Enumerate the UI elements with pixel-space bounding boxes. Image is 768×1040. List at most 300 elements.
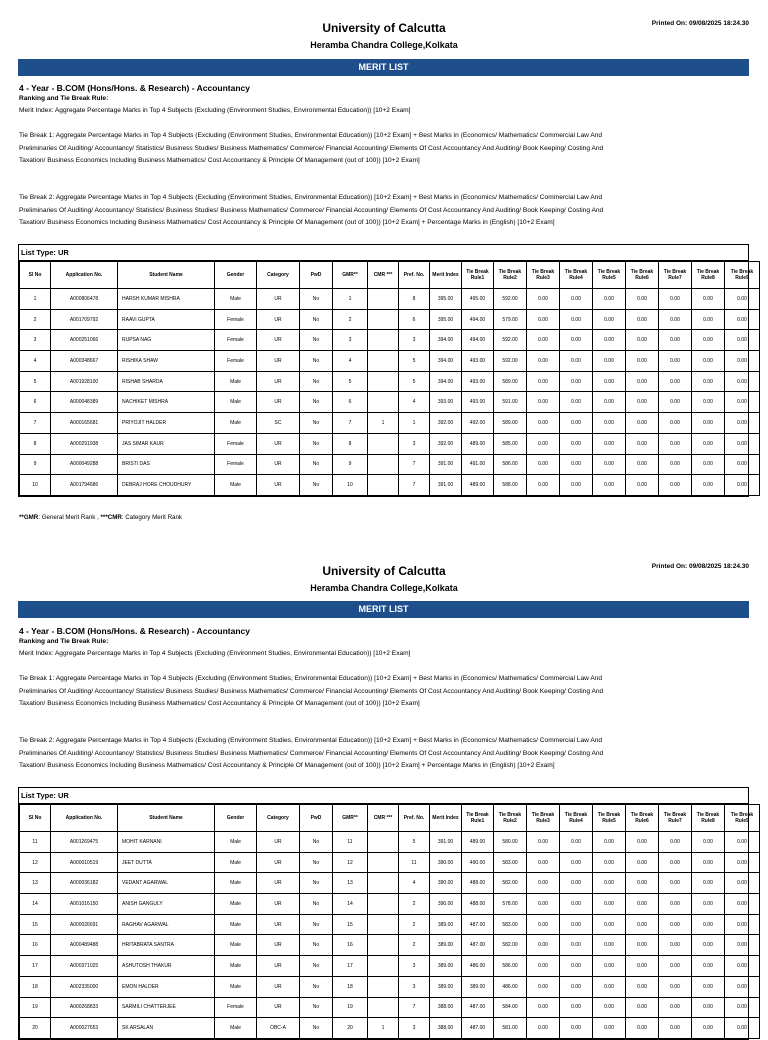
table-cell: A000165681: [51, 413, 118, 434]
table-cell: DEBRAJ HORE CHOUDHURY: [118, 475, 215, 496]
table-cell: 492.00: [462, 413, 494, 434]
table-cell: 0.00: [692, 997, 725, 1018]
table-row: [20, 475, 760, 496]
table-cell: 12: [20, 852, 51, 873]
table-cell: 0.00: [692, 351, 725, 372]
table-cell: 389.00: [462, 976, 494, 997]
table-cell: 489.00: [462, 433, 494, 454]
rules-heading: Ranking and Tie Break Rule:: [19, 95, 109, 102]
table-cell: Male: [215, 956, 257, 977]
table-cell: ASHUTOSH THAKUR: [118, 956, 215, 977]
table-cell: 0.00: [593, 1018, 626, 1039]
table-cell: 0.00: [692, 832, 725, 853]
table-cell: 488.00: [462, 894, 494, 915]
table-cell: 18: [333, 976, 368, 997]
table-cell: 0.00: [725, 956, 760, 977]
table-cell: 0.00: [560, 454, 593, 475]
table-cell: 0.00: [725, 873, 760, 894]
table-cell: 392.00: [430, 413, 462, 434]
table-cell: 4: [399, 392, 430, 413]
table-cell: 392.00: [430, 433, 462, 454]
table-cell: [368, 894, 399, 915]
table-cell: No: [300, 832, 333, 853]
table-cell: 2: [399, 935, 430, 956]
table-cell: 0.00: [626, 454, 659, 475]
table-cell: 0.00: [560, 309, 593, 330]
table-cell: 487.00: [462, 935, 494, 956]
table-cell: 0.00: [593, 371, 626, 392]
table-row: [20, 873, 760, 894]
table-cell: 389.00: [430, 956, 462, 977]
table-cell: 486.00: [462, 956, 494, 977]
table-cell: 0.00: [659, 413, 692, 434]
table-cell: 0.00: [560, 433, 593, 454]
table-cell: HRITABRATA SANTRA: [118, 935, 215, 956]
table-cell: 0.00: [692, 873, 725, 894]
college-name: Heramba Chandra College,Kolkata: [310, 583, 458, 593]
table-cell: Female: [215, 351, 257, 372]
table-cell: 0.00: [725, 914, 760, 935]
table-cell: 0.00: [725, 935, 760, 956]
table-cell: 0.00: [725, 433, 760, 454]
table-cell: A001709792: [51, 309, 118, 330]
table-cell: 0.00: [725, 289, 760, 310]
table-cell: 0.00: [560, 832, 593, 853]
table-cell: NACHIKET MISHRA: [118, 392, 215, 413]
table-cell: 0.00: [626, 1018, 659, 1039]
table-cell: VEDANT AGARWAL: [118, 873, 215, 894]
table-cell: 394.00: [430, 371, 462, 392]
table-cell: No: [300, 935, 333, 956]
table-cell: A000371025: [51, 956, 118, 977]
merit-table: [19, 261, 760, 496]
table-cell: 0.00: [692, 894, 725, 915]
table-cell: 11: [333, 832, 368, 853]
table-cell: 0.00: [725, 330, 760, 351]
table-cell: 0.00: [659, 914, 692, 935]
table-cell: 395.00: [430, 309, 462, 330]
table-cell: UR: [257, 475, 300, 496]
table-row: [20, 1018, 760, 1039]
table-cell: No: [300, 914, 333, 935]
table-cell: HARSH KUMAR MISHRA: [118, 289, 215, 310]
tie-break-1-rule: Tie Break 1: Aggregate Percentage Marks in Top 4 Subjects (Excluding (Environment Studies, Environmental Education)) [10+2 Exam] + Best Marks in (Economics/ Mathematics/ Commercial Law And Preliminaries Of Auditing/ Accountancy/ Statistics/ Business Studies/ Business Mathematics/ Commerce/ Financial Accounting/ Elements Of Cost Accountancy And Auditing/ Book Keeping/ Costing And Taxation/ Business Economics Including Business Mathematics/ Cost Accountancy & Principle Of Management (out of 100)) [10+2 Exam]: [19, 132, 604, 164]
table-cell: 0.00: [626, 832, 659, 853]
table-cell: 0.00: [659, 935, 692, 956]
printed-on: Printed On: 09/08/2025 18:24.30: [651, 563, 749, 570]
table-cell: 0.00: [527, 413, 560, 434]
table-cell: Male: [215, 371, 257, 392]
table-cell: 18: [20, 976, 51, 997]
table-cell: 0.00: [527, 976, 560, 997]
column-header: Tie Break Rule9: [725, 805, 760, 832]
table-cell: 394.00: [430, 330, 462, 351]
table-cell: 490.00: [462, 852, 494, 873]
table-row: [20, 330, 760, 351]
table-cell: 389.00: [430, 914, 462, 935]
table-cell: 0.00: [659, 392, 692, 413]
column-header: Tie Break Rule1: [462, 262, 494, 289]
table-cell: [368, 873, 399, 894]
table-cell: 0.00: [626, 392, 659, 413]
table-cell: 0.00: [560, 475, 593, 496]
table-cell: 0.00: [593, 997, 626, 1018]
table-cell: UR: [257, 894, 300, 915]
table-row: [20, 413, 760, 434]
merit-table-container: [18, 244, 754, 497]
table-cell: 17: [333, 956, 368, 977]
table-cell: 3: [399, 976, 430, 997]
table-cell: 12: [333, 852, 368, 873]
table-cell: 0.00: [527, 351, 560, 372]
table-cell: A000026691: [51, 914, 118, 935]
table-cell: 588.00: [494, 475, 527, 496]
table-cell: 13: [333, 873, 368, 894]
table-cell: 0.00: [527, 454, 560, 475]
table-cell: 389.00: [430, 976, 462, 997]
table-cell: 0.00: [527, 914, 560, 935]
table-cell: [368, 997, 399, 1018]
table-cell: Male: [215, 392, 257, 413]
table-cell: 0.00: [593, 873, 626, 894]
table-cell: RISHIKA SHAW: [118, 351, 215, 372]
table-cell: A000027653: [51, 1018, 118, 1039]
table-cell: [368, 351, 399, 372]
table-cell: 592.00: [494, 330, 527, 351]
table-cell: 0.00: [659, 852, 692, 873]
table-cell: 493.00: [462, 371, 494, 392]
table-row: [20, 894, 760, 915]
table-cell: 0.00: [659, 956, 692, 977]
table-cell: 0.00: [527, 956, 560, 977]
table-cell: A000268833: [51, 997, 118, 1018]
tie-break-2-rule: Tie Break 2: Aggregate Percentage Marks in Top 4 Subjects (Excluding (Environment Studies, Environmental Education)) [10+2 Exam] + Best Marks in (Economics/ Mathematics/ Commercial Law And Preliminaries Of Auditing/ Accountancy/ Statistics/ Business Studies/ Business Mathematics/ Commerce/ Financial Accounting/ Elements Of Cost Accountancy And Auditing/ Book Keeping/ Costing And Taxation/ Business Economics Including Business Mathematics/ Cost Accountancy & Principle Of Management (out of 100)) [10+2 Exam] + Percentage Marks in (English) [10+2 Exam]: [19, 194, 604, 226]
table-cell: 3: [20, 330, 51, 351]
column-header: Pref. No.: [399, 805, 430, 832]
table-header-row: [20, 262, 760, 289]
table-row: [20, 832, 760, 853]
table-cell: Female: [215, 330, 257, 351]
table-cell: Male: [215, 935, 257, 956]
table-cell: 0.00: [527, 873, 560, 894]
table-cell: 0.00: [560, 351, 593, 372]
table-cell: 0.00: [593, 330, 626, 351]
table-cell: 2: [333, 309, 368, 330]
table-cell: 0.00: [725, 852, 760, 873]
table-cell: 390.00: [430, 894, 462, 915]
university-name: University of Calcutta: [322, 564, 446, 578]
table-cell: No: [300, 309, 333, 330]
table-cell: 583.00: [494, 914, 527, 935]
table-cell: PRIYOJIT HALDER: [118, 413, 215, 434]
university-name: University of Calcutta: [322, 21, 446, 35]
table-cell: 493.00: [462, 392, 494, 413]
table-cell: No: [300, 976, 333, 997]
table-cell: 0.00: [593, 852, 626, 873]
table-cell: 0.00: [593, 976, 626, 997]
table-cell: No: [300, 351, 333, 372]
column-header: Tie Break Rule3: [527, 262, 560, 289]
table-cell: 0.00: [725, 371, 760, 392]
table-cell: [368, 371, 399, 392]
table-cell: 0.00: [593, 289, 626, 310]
table-cell: 0.00: [626, 351, 659, 372]
merit-table-container: [18, 787, 754, 1040]
table-cell: 4: [20, 351, 51, 372]
table-cell: 591.00: [494, 392, 527, 413]
table-cell: 0.00: [560, 976, 593, 997]
table-cell: 0.00: [560, 330, 593, 351]
table-cell: 9: [333, 454, 368, 475]
table-cell: 0.00: [626, 935, 659, 956]
table-cell: 0.00: [593, 433, 626, 454]
table-cell: 1: [368, 413, 399, 434]
table-cell: Male: [215, 873, 257, 894]
table-cell: 8: [20, 433, 51, 454]
table-cell: 585.00: [494, 433, 527, 454]
table-cell: 391.00: [430, 832, 462, 853]
column-header: Tie Break Rule6: [626, 805, 659, 832]
table-cell: 0.00: [527, 997, 560, 1018]
table-cell: 495.00: [462, 289, 494, 310]
table-cell: 0.00: [626, 433, 659, 454]
table-cell: 0.00: [593, 475, 626, 496]
table-cell: 0.00: [560, 289, 593, 310]
table-cell: 15: [20, 914, 51, 935]
table-cell: 16: [333, 935, 368, 956]
column-header: PwD: [300, 262, 333, 289]
table-cell: A000291938: [51, 433, 118, 454]
table-cell: 7: [399, 475, 430, 496]
table-cell: 0.00: [659, 433, 692, 454]
table-row: [20, 289, 760, 310]
table-cell: 11: [399, 852, 430, 873]
table-cell: UR: [257, 392, 300, 413]
table-cell: 489.00: [462, 832, 494, 853]
table-cell: Male: [215, 976, 257, 997]
table-cell: 586.00: [494, 956, 527, 977]
table-cell: 19: [333, 997, 368, 1018]
table-cell: 1: [333, 289, 368, 310]
column-header: Tie Break Rule2: [494, 805, 527, 832]
table-cell: 0.00: [692, 1018, 725, 1039]
table-cell: 5: [333, 371, 368, 392]
table-cell: 0.00: [725, 976, 760, 997]
table-cell: 0.00: [593, 832, 626, 853]
table-cell: UR: [257, 832, 300, 853]
table-cell: 0.00: [725, 392, 760, 413]
table-cell: 393.00: [430, 392, 462, 413]
table-cell: 494.00: [462, 330, 494, 351]
table-cell: 586.00: [494, 454, 527, 475]
table-cell: 5: [399, 351, 430, 372]
table-cell: 9: [20, 454, 51, 475]
table-cell: 0.00: [593, 956, 626, 977]
table-cell: 20: [333, 1018, 368, 1039]
table-cell: 488.00: [462, 873, 494, 894]
table-cell: 0.00: [560, 392, 593, 413]
column-header: Tie Break Rule7: [659, 262, 692, 289]
table-cell: UR: [257, 914, 300, 935]
table-cell: 0.00: [659, 873, 692, 894]
table-cell: UR: [257, 956, 300, 977]
column-header: Gender: [215, 805, 257, 832]
table-row: [20, 351, 760, 372]
table-cell: 578.00: [494, 894, 527, 915]
table-cell: EMON HALDER: [118, 976, 215, 997]
table-cell: 487.00: [462, 1018, 494, 1039]
table-cell: 5: [399, 832, 430, 853]
table-cell: A000489488: [51, 935, 118, 956]
table-cell: [368, 454, 399, 475]
table-cell: A000251066: [51, 330, 118, 351]
table-cell: 0.00: [626, 475, 659, 496]
table-cell: 0.00: [692, 852, 725, 873]
table-cell: 0.00: [626, 330, 659, 351]
table-cell: 0.00: [593, 392, 626, 413]
table-cell: 0.00: [725, 1018, 760, 1039]
table-cell: 7: [333, 413, 368, 434]
table-cell: 583.00: [494, 852, 527, 873]
table-cell: 0.00: [692, 956, 725, 977]
table-cell: 0.00: [593, 894, 626, 915]
footnote: [19, 514, 182, 521]
table-cell: 487.00: [462, 914, 494, 935]
table-cell: 1: [368, 1018, 399, 1039]
table-cell: 3: [399, 330, 430, 351]
table-cell: Male: [215, 914, 257, 935]
table-cell: 0.00: [560, 894, 593, 915]
tie-break-1-rule: Tie Break 1: Aggregate Percentage Marks in Top 4 Subjects (Excluding (Environment Studies, Environmental Education)) [10+2 Exam] + Best Marks in (Economics/ Mathematics/ Commercial Law And Preliminaries Of Auditing/ Accountancy/ Statistics/ Business Studies/ Business Mathematics/ Commerce/ Financial Accounting/ Elements Of Cost Accountancy And Auditing/ Book Keeping/ Costing And Taxation/ Business Economics Including Business Mathematics/ Cost Accountancy & Principle Of Management (out of 100)) [10+2 Exam]: [19, 675, 604, 707]
table-cell: 16: [20, 935, 51, 956]
table-cell: [368, 852, 399, 873]
table-cell: 0.00: [527, 309, 560, 330]
table-cell: 0.00: [593, 351, 626, 372]
table-cell: 0.00: [659, 894, 692, 915]
table-cell: Male: [215, 413, 257, 434]
table-cell: 0.00: [692, 935, 725, 956]
table-cell: 391.00: [430, 475, 462, 496]
table-cell: 0.00: [527, 832, 560, 853]
table-cell: 0.00: [725, 413, 760, 434]
table-cell: UR: [257, 873, 300, 894]
column-header: Pref. No.: [399, 262, 430, 289]
table-cell: [368, 392, 399, 413]
table-cell: RAGHAV AGARWAL: [118, 914, 215, 935]
table-cell: 581.00: [494, 1018, 527, 1039]
table-cell: A000049288: [51, 454, 118, 475]
table-cell: 0.00: [692, 454, 725, 475]
table-cell: 0.00: [626, 976, 659, 997]
table-cell: 1: [399, 413, 430, 434]
table-cell: A001794686: [51, 475, 118, 496]
table-cell: A002335000: [51, 976, 118, 997]
table-cell: UR: [257, 997, 300, 1018]
column-header: Application No.: [51, 262, 118, 289]
table-cell: No: [300, 454, 333, 475]
column-header: Tie Break Rule8: [692, 262, 725, 289]
table-row: [20, 371, 760, 392]
table-cell: 15: [333, 914, 368, 935]
table-cell: 3: [399, 433, 430, 454]
column-header: Tie Break Rule3: [527, 805, 560, 832]
table-cell: RISHAB SHARDA: [118, 371, 215, 392]
table-cell: 0.00: [593, 454, 626, 475]
table-cell: 0.00: [725, 351, 760, 372]
column-header: GMR**: [333, 805, 368, 832]
table-cell: 0.00: [560, 413, 593, 434]
table-cell: 0.00: [527, 392, 560, 413]
table-cell: UR: [257, 289, 300, 310]
table-cell: 0.00: [692, 976, 725, 997]
table-cell: 7: [20, 413, 51, 434]
table-cell: Female: [215, 997, 257, 1018]
table-cell: Male: [215, 475, 257, 496]
column-header: Sl No: [20, 262, 51, 289]
list-type: List Type: UR: [19, 245, 748, 261]
table-cell: 20: [20, 1018, 51, 1039]
table-cell: 0.00: [527, 475, 560, 496]
table-cell: 19: [20, 997, 51, 1018]
column-header: Tie Break Rule2: [494, 262, 527, 289]
column-header: Tie Break Rule8: [692, 805, 725, 832]
column-header: Merit Index: [430, 805, 462, 832]
table-cell: 0.00: [659, 1018, 692, 1039]
table-cell: 394.00: [430, 351, 462, 372]
table-cell: No: [300, 433, 333, 454]
table-cell: 0.00: [725, 997, 760, 1018]
gmr-abbr: **GMR: [19, 514, 39, 521]
table-cell: 0.00: [560, 852, 593, 873]
table-row: [20, 956, 760, 977]
column-header: Student Name: [118, 262, 215, 289]
table-cell: 0.00: [560, 1018, 593, 1039]
table-cell: 1: [20, 289, 51, 310]
table-cell: No: [300, 1018, 333, 1039]
table-cell: 2: [399, 914, 430, 935]
table-cell: 0.00: [626, 894, 659, 915]
rules-heading: Ranking and Tie Break Rule:: [19, 638, 109, 645]
table-cell: 0.00: [725, 475, 760, 496]
table-cell: SARMILI CHATTERJEE: [118, 997, 215, 1018]
table-cell: RUPSA NAG: [118, 330, 215, 351]
table-cell: 0.00: [626, 371, 659, 392]
table-cell: 0.00: [527, 935, 560, 956]
table-body: [20, 832, 760, 1039]
column-header: Tie Break Rule4: [560, 805, 593, 832]
table-cell: 0.00: [659, 309, 692, 330]
table-cell: [368, 309, 399, 330]
column-header: Tie Break Rule6: [626, 262, 659, 289]
table-cell: 0.00: [560, 914, 593, 935]
table-cell: 0.00: [626, 309, 659, 330]
table-cell: A001269475: [51, 832, 118, 853]
table-cell: A000036182: [51, 873, 118, 894]
table-row: [20, 976, 760, 997]
table-cell: No: [300, 371, 333, 392]
table-cell: 582.00: [494, 935, 527, 956]
table-cell: 0.00: [692, 413, 725, 434]
table-cell: 390.00: [430, 873, 462, 894]
column-header: Application No.: [51, 805, 118, 832]
table-cell: 0.00: [626, 956, 659, 977]
table-cell: 7: [399, 454, 430, 475]
table-row: [20, 935, 760, 956]
merit-index-rule: Merit Index: Aggregate Percentage Marks in Top 4 Subjects (Excluding (Environment Studies, Environmental Education)) [10+2 Exam]: [19, 107, 411, 114]
table-cell: 0.00: [527, 894, 560, 915]
table-cell: 0.00: [560, 873, 593, 894]
table-cell: 389.00: [430, 935, 462, 956]
